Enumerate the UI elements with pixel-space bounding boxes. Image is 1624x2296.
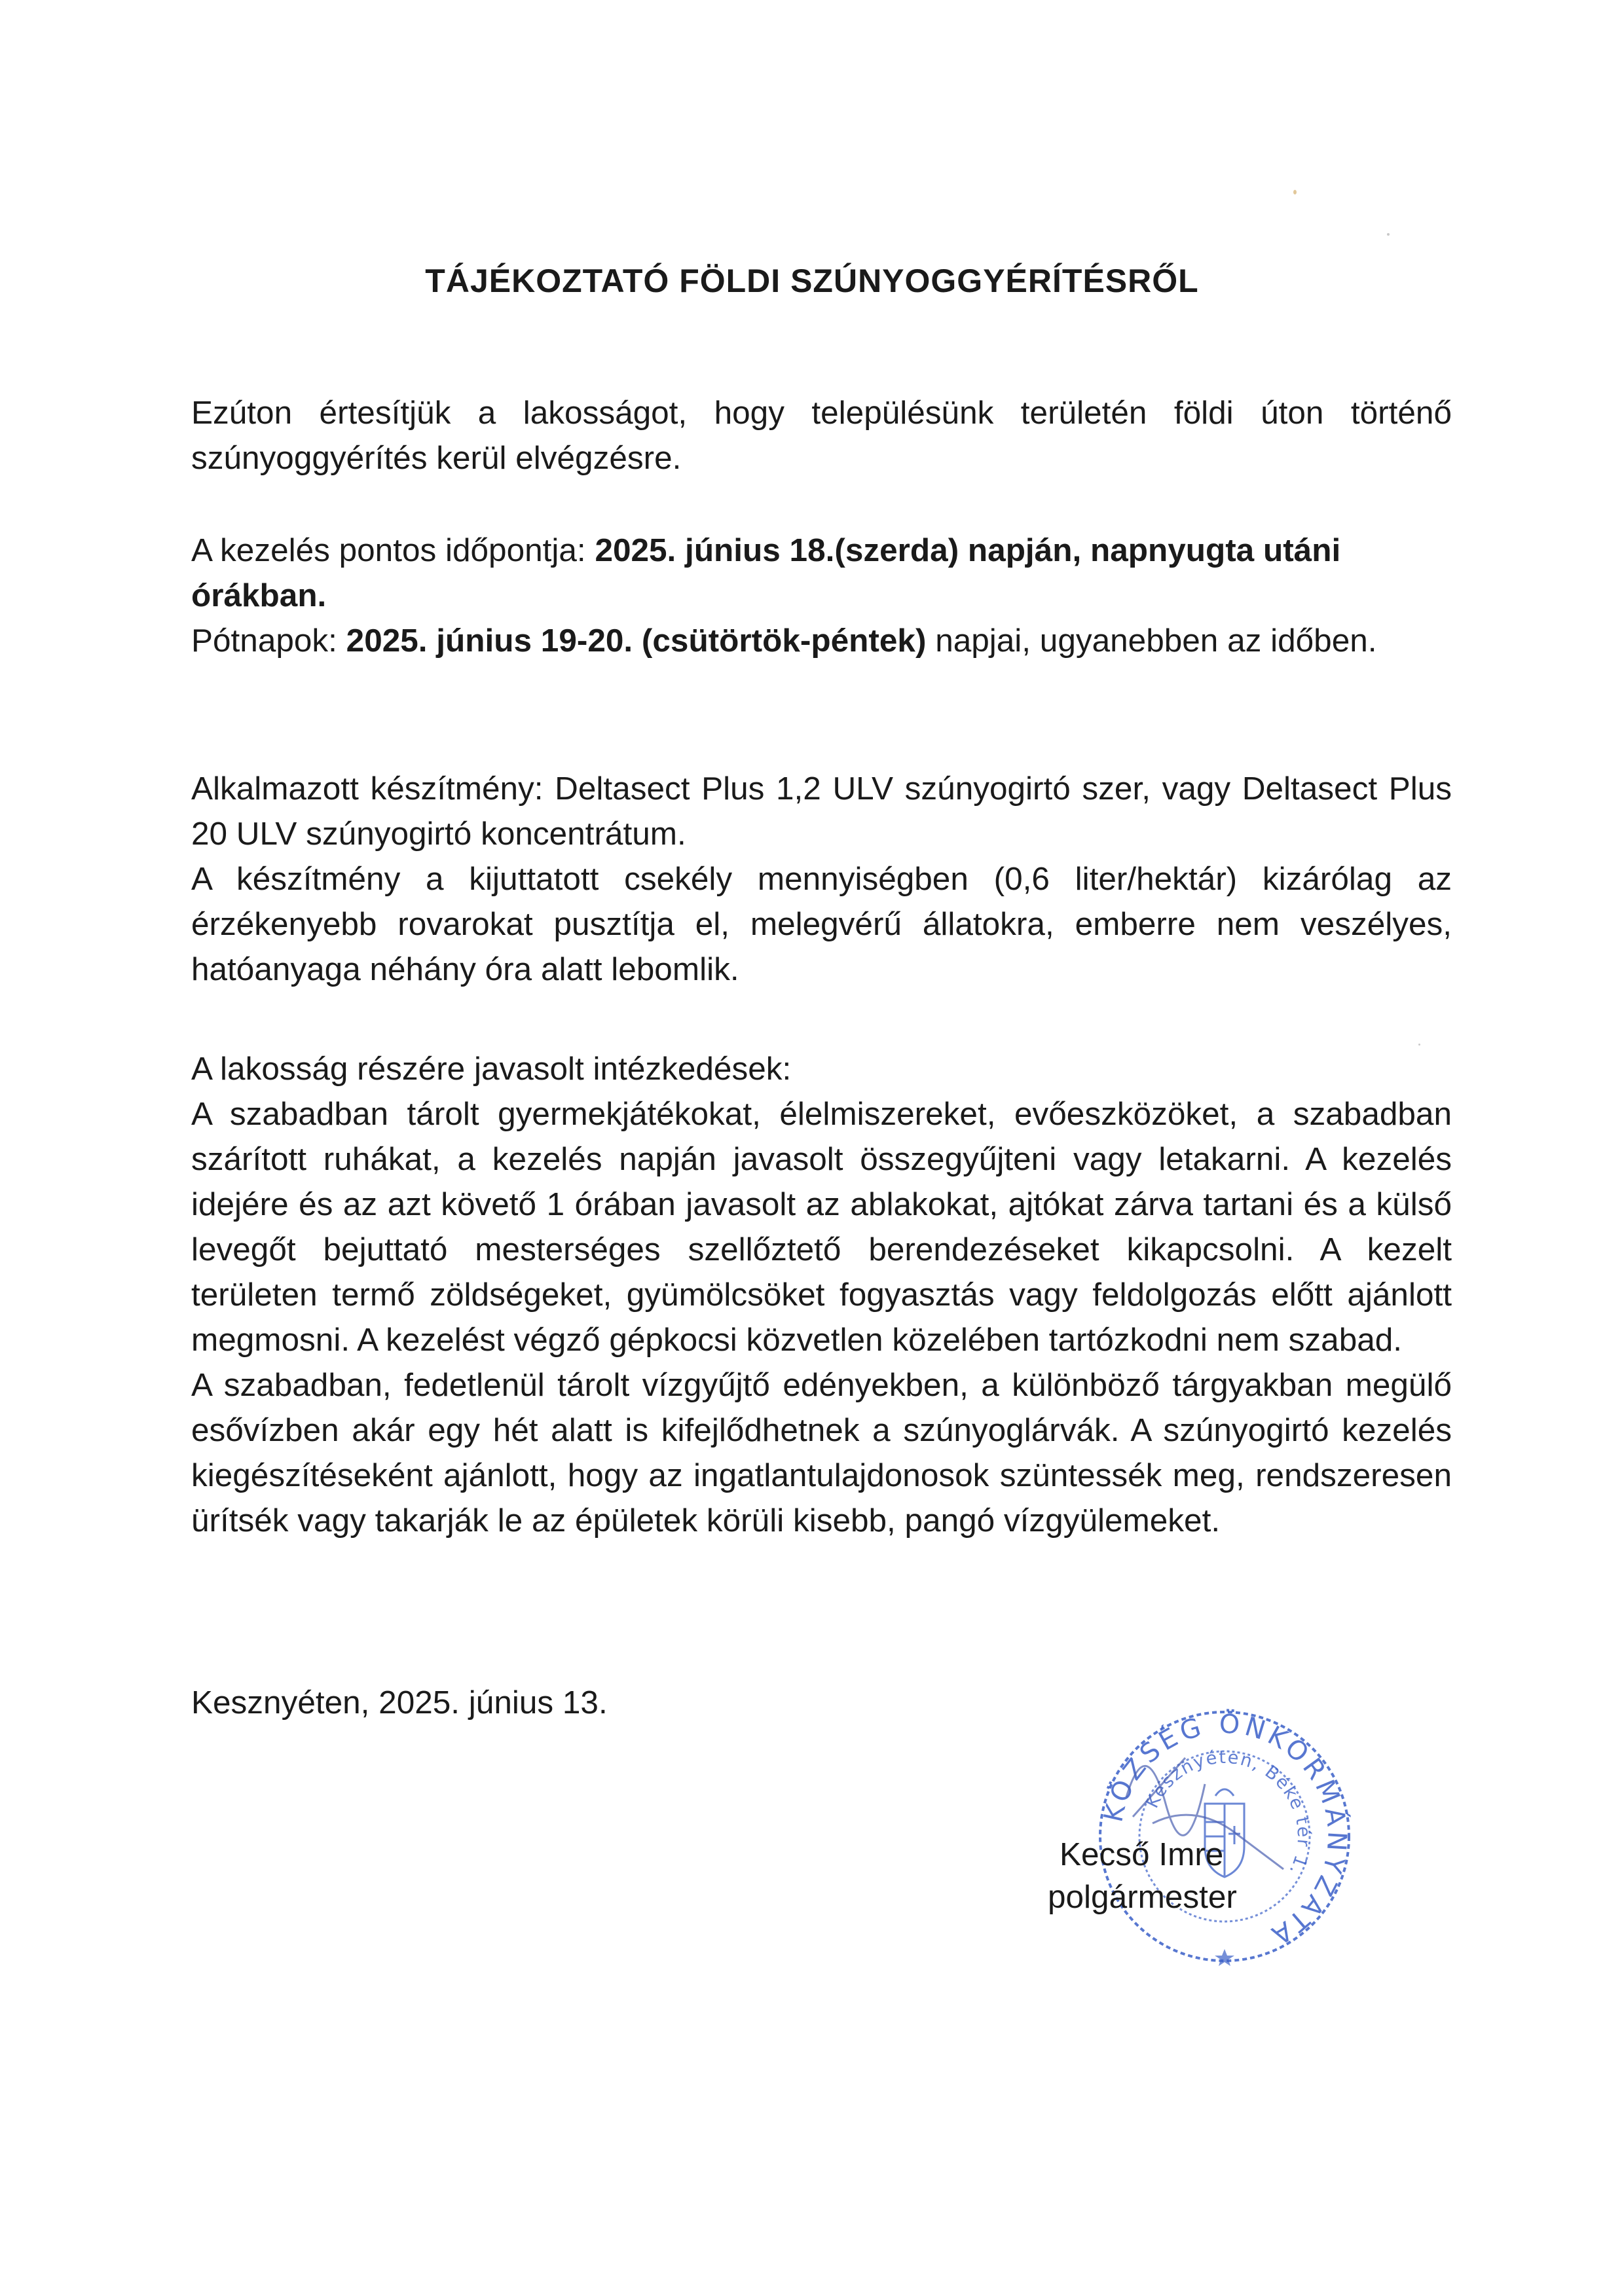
- treatment-date-label: A kezelés pontos időpontja:: [191, 532, 595, 568]
- treatment-date-value: 2025. június 18.(szerda) napján, napnyugta utáni órákban.: [191, 532, 1341, 613]
- product-safety-paragraph: A készítmény a kijuttatott csekély mennyiségben (0,6 liter/hektár) kizárólag az érzékenyebb rovarokat pusztítja el, melegvérű állatokra, emberre nem veszélyes, hatóanyaga néhány óra alatt lebomlik.: [191, 861, 1452, 987]
- backup-days-suffix: napjai, ugyanebben az időben.: [926, 623, 1377, 659]
- measures-paragraph-2: A szabadban, fedetlenül tárolt vízgyűjtő edényekben, a különböző tárgyakban megülő esővízben akár egy hét alatt is kifejlődhetnek a szúnyoglárvák. A szúnyogirtó kezelés kiegészítéseként ajánlott, hogy az ingatlantulajdonosok szüntessék meg, rendszeresen ürítsék vagy takarják le az épületek körüli kisebb, pangó vízgyülemeket.: [191, 1367, 1452, 1539]
- measures-section: [191, 1046, 1452, 1543]
- product-name-paragraph: Alkalmazott készítmény: Deltasect Plus 1,2 ULV szúnyogirtó szer, vagy Deltasect Plus 20 ULV szúnyogirtó koncentrátum.: [191, 771, 1452, 852]
- stamp-ring-text: KÖZSÉG ÖNKORMÁNYZATA: [1098, 1709, 1352, 1952]
- measures-paragraph-1: A szabadban tárolt gyermekjátékokat, élelmiszereket, evőeszközöket, a szabadban szárított ruhákat, a kezelés napján javasolt összegyűjteni vagy letakarni. A kezelés idejére és az azt követő 1 órában javasolt az ablakokat, ajtókat zárva tartani és a külső levegőt bejuttató mesterséges szellőztető berendezéseket kikapcsolni. A kezelt területen termő zöldségeket, gyümölcsöket fogyasztás vagy feldolgozás előtt ajánlott megmosni. A kezelést végző gépkocsi közvetlen közelében tartózkodni nem szabad.: [191, 1096, 1452, 1358]
- scan-speck: [1387, 233, 1390, 236]
- place-and-date: Kesznyéten, 2025. június 13.: [191, 1685, 608, 1721]
- scan-speck: [1293, 190, 1297, 194]
- product-section: [191, 766, 1452, 992]
- backup-days-value: 2025. június 19-20. (csütörtök-péntek): [346, 623, 927, 659]
- backup-days-line: [191, 618, 1452, 663]
- document-title: TÁJÉKOZTATÓ FÖLDI SZÚNYOGGYÉRÍTÉSRŐL: [425, 263, 1199, 299]
- schedule-section: [191, 528, 1452, 663]
- measures-heading: A lakosság részére javasolt intézkedések:: [191, 1051, 792, 1087]
- signer-name: Kecső Imre: [1060, 1836, 1224, 1872]
- backup-days-label: Pótnapok:: [191, 623, 346, 659]
- stamp-inner-text: Kesznyéten, Béke tér 1.: [1141, 1747, 1314, 1880]
- treatment-date-line: [191, 528, 1452, 618]
- signer-title: polgármester: [1048, 1879, 1237, 1915]
- intro-paragraph: Ezúton értesítjük a lakosságot, hogy településünk területén földi úton történő szúnyoggyérítés kerül elvégzésre.: [191, 395, 1452, 476]
- scan-speck: [1418, 1044, 1420, 1046]
